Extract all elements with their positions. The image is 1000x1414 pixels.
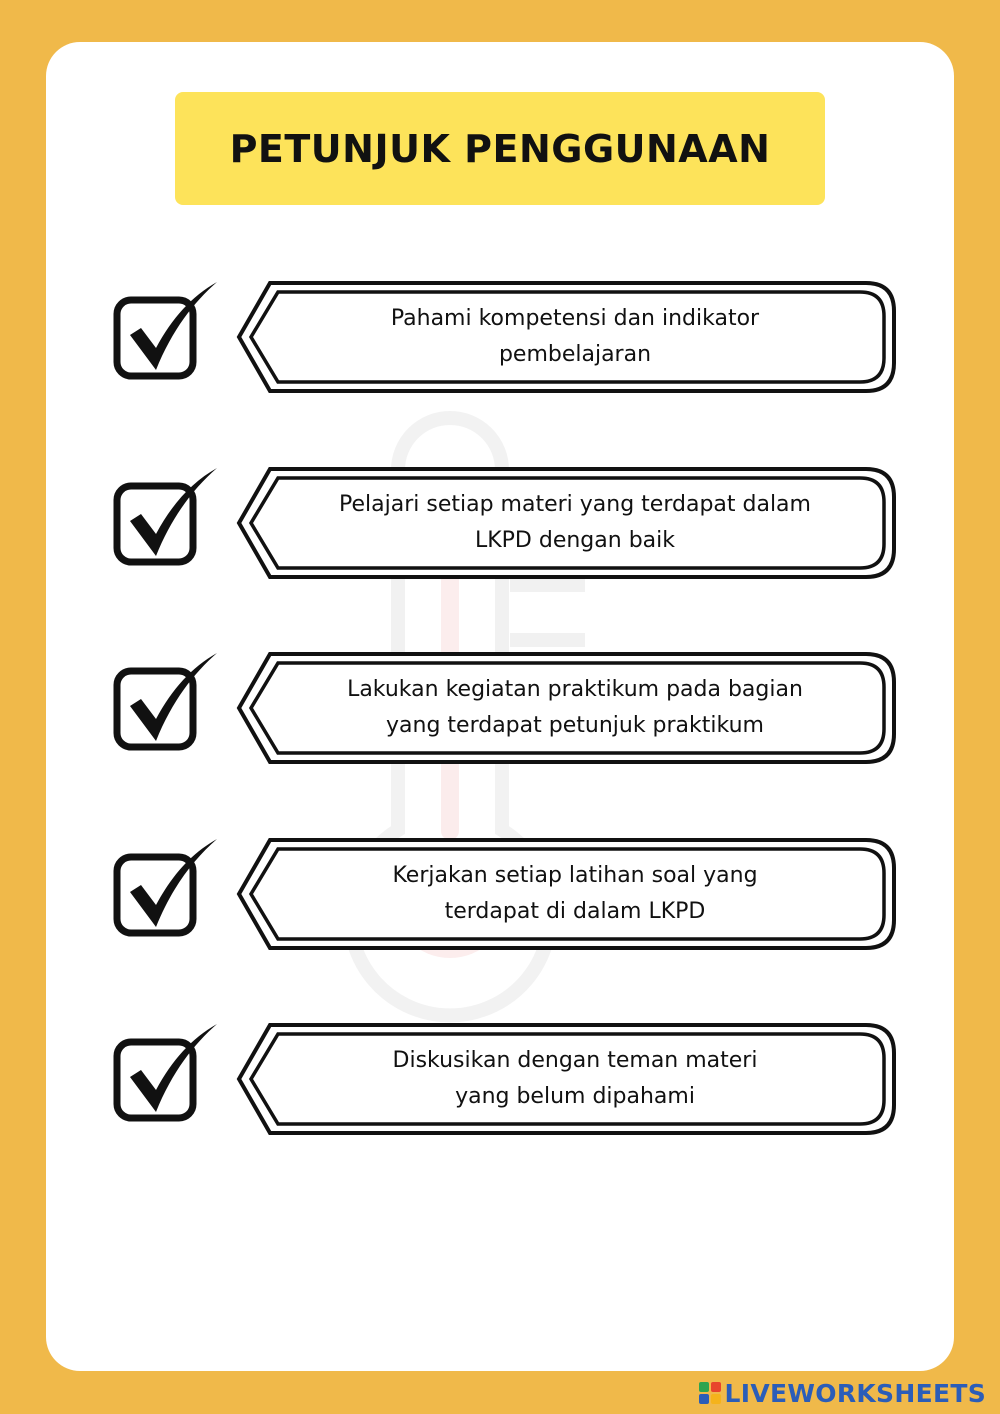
step-text: Diskusikan dengan teman materi yang belum dipahami: [392, 1048, 758, 1109]
liveworksheets-logo-icon: [699, 1382, 721, 1404]
step-text: Pelajari setiap materi yang terdapat dalam LKPD dengan baik: [339, 492, 811, 553]
checkbox-checked-icon: [110, 466, 222, 576]
checkbox-checked-icon: [110, 651, 222, 761]
checkbox-checked-icon: [110, 1022, 222, 1132]
checkbox-checked-icon: [110, 837, 222, 947]
step-item: [0, 280, 1000, 400]
step-text: Lakukan kegiatan praktikum pada bagian yang terdapat petunjuk praktikum: [347, 677, 803, 738]
step-text: Pahami kompetensi dan indikator pembelajaran: [390, 306, 760, 367]
step-item: [0, 651, 1000, 771]
step-item: [0, 466, 1000, 586]
checkbox-checked-icon: [110, 280, 222, 390]
page-title: PETUNJUK PENGGUNAAN: [229, 126, 771, 171]
brand-logo: [699, 1378, 986, 1408]
step-item: [0, 1022, 1000, 1142]
step-item: [0, 837, 1000, 957]
brand-name: LIVEWORKSHEETS: [724, 1378, 986, 1408]
step-text: Kerjakan setiap latihan soal yang terdapat di dalam LKPD: [392, 863, 758, 924]
title-banner: [175, 92, 825, 205]
